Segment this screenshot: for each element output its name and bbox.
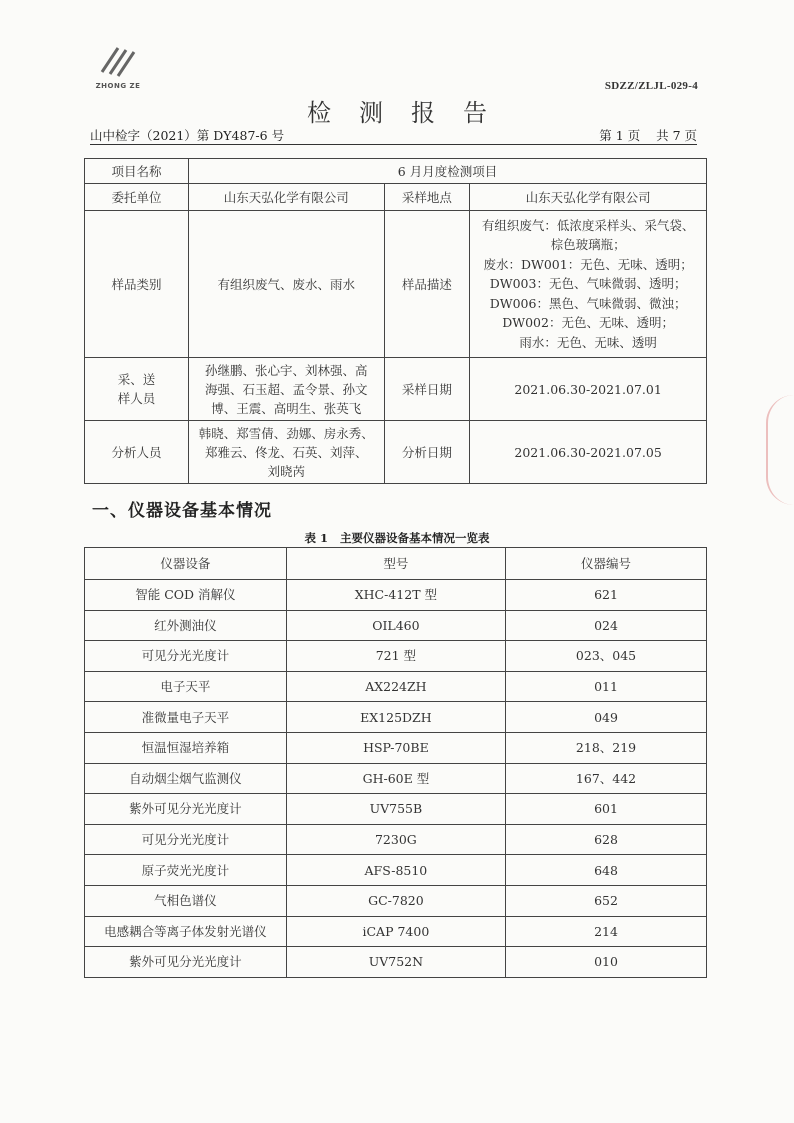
project-value: 6 月月度检测项目 bbox=[189, 159, 707, 184]
equipment-model: UV755B bbox=[286, 794, 505, 825]
equipment-name: 智能 COD 消解仪 bbox=[85, 580, 287, 611]
project-label: 项目名称 bbox=[85, 159, 189, 184]
equipment-name: 紫外可见分光光度计 bbox=[85, 794, 287, 825]
table-row bbox=[85, 641, 707, 672]
table-row bbox=[85, 824, 707, 855]
column-header-model: 型号 bbox=[286, 548, 505, 580]
equipment-model: 721 型 bbox=[286, 641, 505, 672]
report-info-table bbox=[84, 158, 707, 484]
equipment-number: 652 bbox=[506, 885, 707, 916]
equipment-name: 原子荧光光度计 bbox=[85, 855, 287, 886]
equipment-name: 电子天平 bbox=[85, 671, 287, 702]
sample-date-label: 采样日期 bbox=[384, 358, 470, 421]
table-row bbox=[85, 732, 707, 763]
table-row bbox=[85, 211, 707, 358]
sampler-value: 孙继鹏、张心宇、刘林强、高 海强、石玉超、孟令景、孙文 博、王震、高明生、张英飞 bbox=[189, 358, 385, 421]
analyst-value: 韩晓、郑雪倩、劲娜、房永秀、 郑雅云、佟龙、石英、刘萍、 刘晓芮 bbox=[189, 421, 385, 484]
equipment-name: 紫外可见分光光度计 bbox=[85, 947, 287, 978]
equipment-name: 电感耦合等离子体发射光谱仪 bbox=[85, 916, 287, 947]
sample-type-label: 样品类别 bbox=[85, 211, 189, 358]
equipment-table bbox=[84, 547, 707, 978]
document-code: SDZZ/ZLJL-029-4 bbox=[604, 80, 698, 92]
seal-stamp-fragment bbox=[766, 395, 794, 505]
table-row bbox=[85, 610, 707, 641]
logo-icon bbox=[88, 42, 148, 82]
equipment-number: 024 bbox=[506, 610, 707, 641]
equipment-model: HSP-70BE bbox=[286, 732, 505, 763]
logo-text: ZHONG ZE bbox=[95, 82, 141, 90]
equipment-name: 准微量电子天平 bbox=[85, 702, 287, 733]
site-value: 山东天弘化学有限公司 bbox=[470, 184, 707, 211]
sample-type-value: 有组织废气、废水、雨水 bbox=[189, 211, 385, 358]
equipment-name: 红外测油仪 bbox=[85, 610, 287, 641]
table-row bbox=[85, 358, 707, 421]
equipment-name: 可见分光光度计 bbox=[85, 641, 287, 672]
equipment-model: UV752N bbox=[286, 947, 505, 978]
equipment-name: 自动烟尘烟气监测仪 bbox=[85, 763, 287, 794]
table-row bbox=[85, 763, 707, 794]
equipment-model: OIL460 bbox=[286, 610, 505, 641]
equipment-number: 628 bbox=[506, 824, 707, 855]
client-value: 山东天弘化学有限公司 bbox=[189, 184, 385, 211]
sample-desc-label: 样品描述 bbox=[384, 211, 470, 358]
table-row bbox=[85, 702, 707, 733]
equipment-number: 214 bbox=[506, 916, 707, 947]
table-row bbox=[85, 159, 707, 184]
table-row bbox=[85, 885, 707, 916]
site-label: 采样地点 bbox=[384, 184, 470, 211]
equipment-model: EX125DZH bbox=[286, 702, 505, 733]
table-row bbox=[85, 580, 707, 611]
equipment-model: GC-7820 bbox=[286, 885, 505, 916]
analysis-date-value: 2021.06.30-2021.07.05 bbox=[470, 421, 707, 484]
table-row bbox=[85, 794, 707, 825]
equipment-name: 气相色谱仪 bbox=[85, 885, 287, 916]
page-info: 第 1 页 共 7 页 bbox=[599, 128, 697, 143]
table-row bbox=[85, 916, 707, 947]
report-number: 山中检字（2021）第 DY487-6 号 bbox=[90, 128, 285, 143]
equipment-number: 010 bbox=[506, 947, 707, 978]
sample-date-value: 2021.06.30-2021.07.01 bbox=[470, 358, 707, 421]
column-header-equipment: 仪器设备 bbox=[85, 548, 287, 580]
section-title: 一、仪器设备基本情况 bbox=[92, 501, 272, 521]
sample-desc-value: 有组织废气：低浓度采样头、采气袋、 棕色玻璃瓶； 废水：DW001：无色、无味、透明； DW003：无色、气味微弱、透明； DW006：黑色、气味微弱、微浊； DW002：无色、无味、透明； 雨水：无色、无味、透明 bbox=[470, 211, 707, 358]
equipment-number: 648 bbox=[506, 855, 707, 886]
table-header-row bbox=[85, 548, 707, 580]
equipment-name: 恒温恒湿培养箱 bbox=[85, 732, 287, 763]
table-row bbox=[85, 421, 707, 484]
sampler-label: 采、送样人员 bbox=[85, 358, 189, 421]
equipment-name: 可见分光光度计 bbox=[85, 824, 287, 855]
table-caption: 表 1 主要仪器设备基本情况一览表 bbox=[304, 531, 490, 545]
equipment-model: 7230G bbox=[286, 824, 505, 855]
table-row bbox=[85, 184, 707, 211]
analyst-label: 分析人员 bbox=[85, 421, 189, 484]
table-row bbox=[85, 855, 707, 886]
column-header-number: 仪器编号 bbox=[506, 548, 707, 580]
equipment-model: AFS-8510 bbox=[286, 855, 505, 886]
page-title: 检测报告 bbox=[307, 99, 515, 127]
table-row bbox=[85, 947, 707, 978]
equipment-number: 167、442 bbox=[506, 763, 707, 794]
equipment-model: AX224ZH bbox=[286, 671, 505, 702]
table-row bbox=[85, 671, 707, 702]
company-logo bbox=[88, 42, 148, 94]
equipment-number: 218、219 bbox=[506, 732, 707, 763]
equipment-number: 023、045 bbox=[506, 641, 707, 672]
equipment-model: iCAP 7400 bbox=[286, 916, 505, 947]
equipment-number: 049 bbox=[506, 702, 707, 733]
equipment-number: 621 bbox=[506, 580, 707, 611]
analysis-date-label: 分析日期 bbox=[384, 421, 470, 484]
equipment-model: GH-60E 型 bbox=[286, 763, 505, 794]
equipment-model: XHC-412T 型 bbox=[286, 580, 505, 611]
equipment-number: 011 bbox=[506, 671, 707, 702]
equipment-number: 601 bbox=[506, 794, 707, 825]
report-header-line bbox=[90, 126, 697, 145]
client-label: 委托单位 bbox=[85, 184, 189, 211]
